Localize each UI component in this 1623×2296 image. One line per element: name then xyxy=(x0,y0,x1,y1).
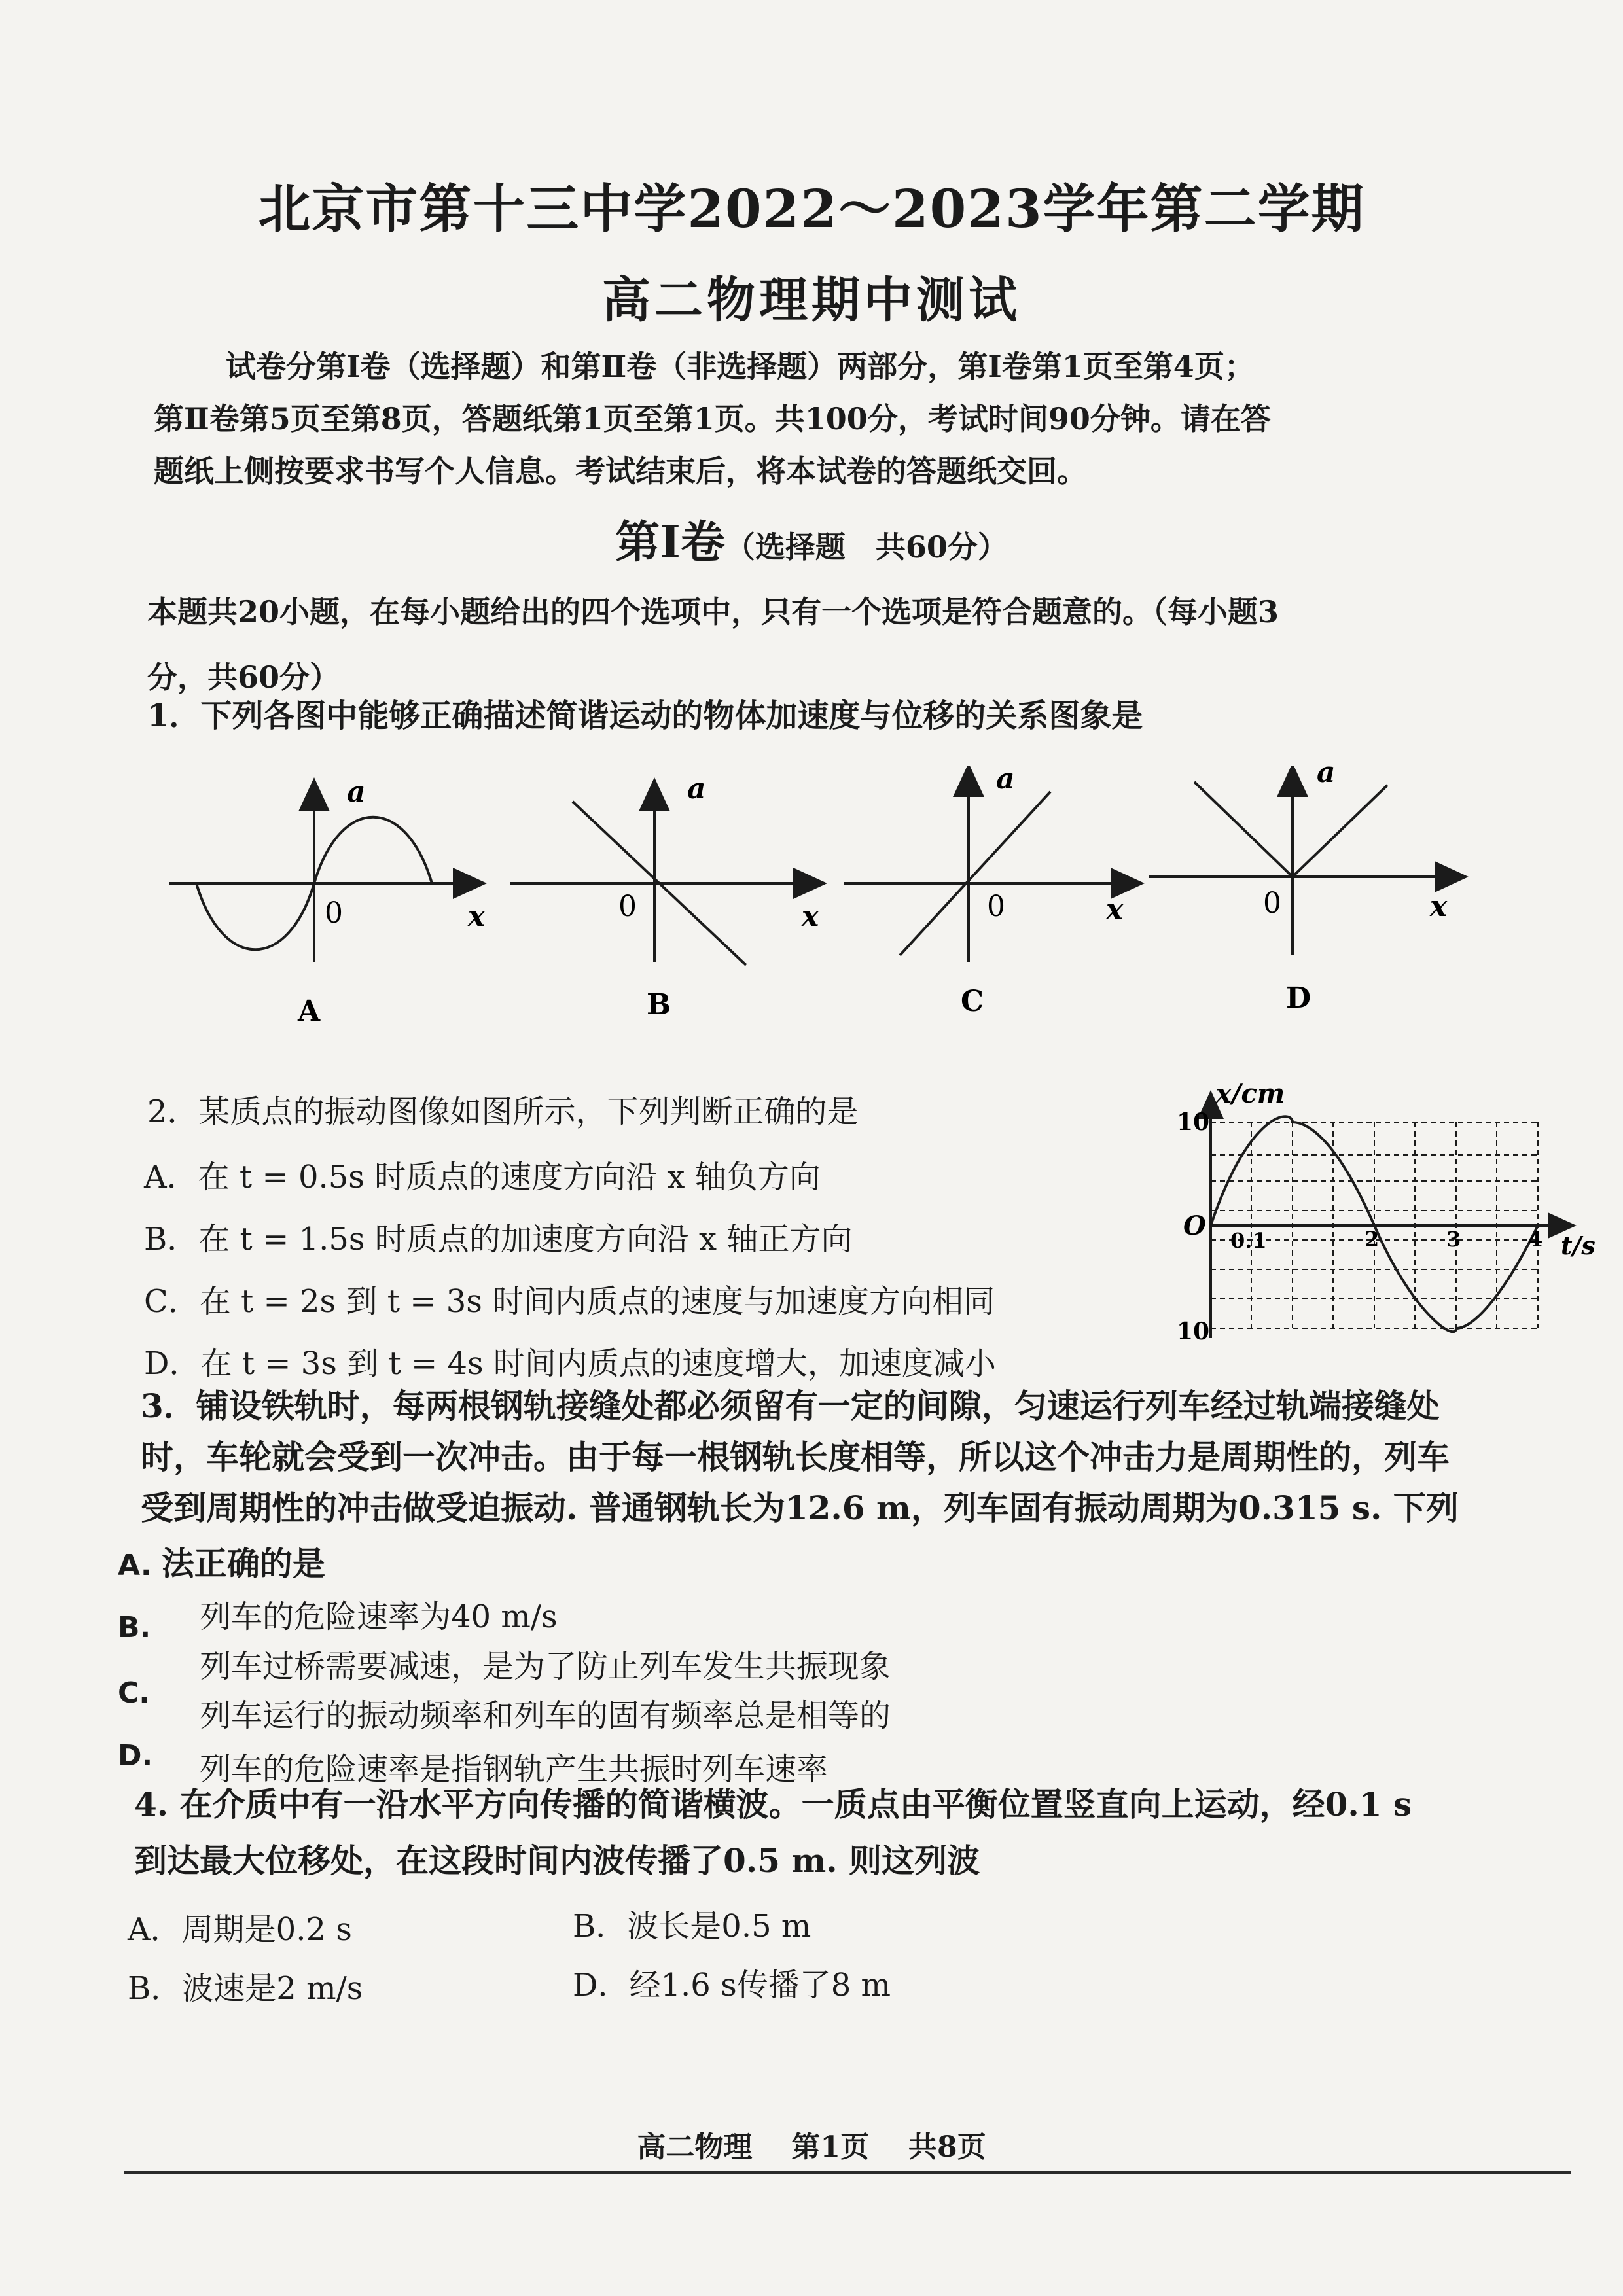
intro-line-3: 题纸上侧按要求书写个人信息。考试结束后，将本试卷的答题纸交回。 xyxy=(154,453,1087,489)
q1-graphs xyxy=(0,766,1623,1040)
instructions-line-2: 分，共60分） xyxy=(147,660,340,695)
q3-label-b: B. xyxy=(118,1611,151,1644)
footer-page: 第1页 xyxy=(791,2130,869,2164)
q4-option-a: A．周期是0.2 s xyxy=(128,1911,352,1948)
section-title: 第Ⅰ卷 xyxy=(615,516,725,569)
instructions-line-1: 本题共20小题，在每小题给出的四个选项中，只有一个选项是符合题意的。（每小题3 xyxy=(147,594,1279,629)
q3-line-2: 时，车轮就会受到一次冲击。由于每一根钢轨长度相等，所以这个冲击力是周期性的，列车 xyxy=(141,1438,1450,1476)
graph-a-x-label: x xyxy=(468,900,486,933)
q3-option-a: 列车的危险速率为40 m/s xyxy=(200,1598,558,1635)
footer-total: 共8页 xyxy=(908,2130,986,2164)
q2-vibration-graph xyxy=(1165,1083,1610,1358)
q3-label-a-text: A. xyxy=(118,1549,152,1582)
graph-c-line xyxy=(900,792,1050,955)
graph-a-origin: 0 xyxy=(325,896,343,930)
q2-origin: O xyxy=(1183,1210,1206,1241)
q3-line-1: 3．铺设铁轨时，每两根钢轨接缝处都必须留有一定的间隙，匀速运行列车经过轨端接缝处 xyxy=(141,1386,1440,1425)
graph-d-x-label: x xyxy=(1430,890,1448,923)
page-footer xyxy=(0,2123,1623,2165)
q1-stem: 1．下列各图中能够正确描述简谐运动的物体加速度与位移的关系图象是 xyxy=(147,698,1143,734)
graph-d xyxy=(1149,766,1466,1015)
q2-y-min: 10 xyxy=(1177,1318,1210,1345)
section-heading xyxy=(0,507,1623,571)
exam-title: 北京市第十三中学2022～2023学年第二学期 xyxy=(258,178,1365,239)
graph-d-line xyxy=(1194,782,1387,877)
q2-option-a: A．在 t = 0.5s 时质点的速度方向沿 x 轴负方向 xyxy=(144,1159,821,1195)
q4-stem xyxy=(134,1776,1574,1889)
q3-label-d: D. xyxy=(118,1739,153,1773)
graph-c-x-label: x xyxy=(1106,893,1124,927)
exam-subtitle: 高二物理期中测试 xyxy=(602,272,1021,328)
graph-b-origin: 0 xyxy=(618,890,637,923)
q3-line-4: 法正确的是 xyxy=(161,1544,325,1583)
q4-line-2: 到达最大位移处，在这段时间内波传播了0.5 m. 则这列波 xyxy=(134,1841,980,1880)
intro-line-1: 试卷分第Ⅰ卷（选择题）和第Ⅱ卷（非选择题）两部分，第Ⅰ卷第1页至第4页； xyxy=(226,349,1255,384)
q3-line-3: 受到周期性的冲击做受迫振动. 普通钢轨长为12.6 m，列车固有振动周期为0.315 s. 下列 xyxy=(141,1489,1459,1527)
q3-stem xyxy=(141,1381,1554,1534)
exam-intro xyxy=(154,340,1541,497)
q3-option-c: 列车运行的振动频率和列车的固有频率总是相等的 xyxy=(200,1697,891,1734)
q4-option-b: B．波长是0.5 m xyxy=(573,1908,812,1945)
q2-tick-1: 0.1 xyxy=(1230,1228,1267,1253)
q3-label-a xyxy=(118,1538,325,1585)
footer-rule xyxy=(124,2171,1571,2174)
graph-c-y-label: a xyxy=(996,766,1015,796)
intro-line-2: 第Ⅱ卷第5页至第8页，答题纸第1页至第1页。共100分，考试时间90分钟。请在答 xyxy=(154,401,1271,436)
graph-a-option: A xyxy=(298,995,321,1028)
q3-option-d: 列车的危险速率是指钢轨产生共振时列车速率 xyxy=(200,1751,829,1788)
graph-b xyxy=(510,772,825,1021)
section-note: （选择题 共60分） xyxy=(724,529,1008,565)
q2-option-d: D．在 t = 3s 到 t = 4s 时间内质点的速度增大，加速度减小 xyxy=(144,1345,996,1382)
graph-d-origin: 0 xyxy=(1263,887,1281,920)
q2-option-b: B．在 t = 1.5s 时质点的加速度方向沿 x 轴正方向 xyxy=(144,1221,853,1258)
graph-b-x-label: x xyxy=(802,900,819,933)
graph-a-y-label: a xyxy=(347,775,366,809)
q2-y-max: 10 xyxy=(1177,1108,1210,1136)
q4-line-1: 4. 在介质中有一沿水平方向传播的简谐横波。一质点由平衡位置竖直向上运动，经0.1 s xyxy=(134,1785,1412,1824)
q2-tick-2: 2 xyxy=(1364,1227,1380,1252)
q2-y-label: x/cm xyxy=(1216,1083,1285,1109)
q3-option-b: 列车过桥需要减速，是为了防止列车发生共振现象 xyxy=(200,1648,891,1685)
q2-tick-4: 4 xyxy=(1528,1227,1543,1252)
q4-option-d: D．经1.6 s传播了8 m xyxy=(573,1967,891,2004)
q2-tick-3: 3 xyxy=(1446,1227,1461,1252)
graph-b-y-label: a xyxy=(687,772,706,805)
graph-d-option: D xyxy=(1286,981,1311,1015)
graph-c-option: C xyxy=(961,985,984,1018)
q2-option-c: C．在 t = 2s 到 t = 3s 时间内质点的速度与加速度方向相同 xyxy=(144,1283,995,1320)
q4-option-c: B．波速是2 m/s xyxy=(128,1970,363,2007)
graph-c xyxy=(844,766,1142,1018)
q2-x-label: t/s xyxy=(1561,1231,1596,1260)
q2-stem: 2．某质点的振动图像如图所示，下列判断正确的是 xyxy=(147,1093,859,1130)
footer-subject: 高二物理 xyxy=(637,2130,753,2164)
q3-label-c: C. xyxy=(118,1676,151,1710)
graph-d-y-label: a xyxy=(1317,766,1336,789)
graph-a xyxy=(169,775,486,1028)
graph-c-origin: 0 xyxy=(987,890,1005,923)
graph-b-option: B xyxy=(647,988,671,1021)
